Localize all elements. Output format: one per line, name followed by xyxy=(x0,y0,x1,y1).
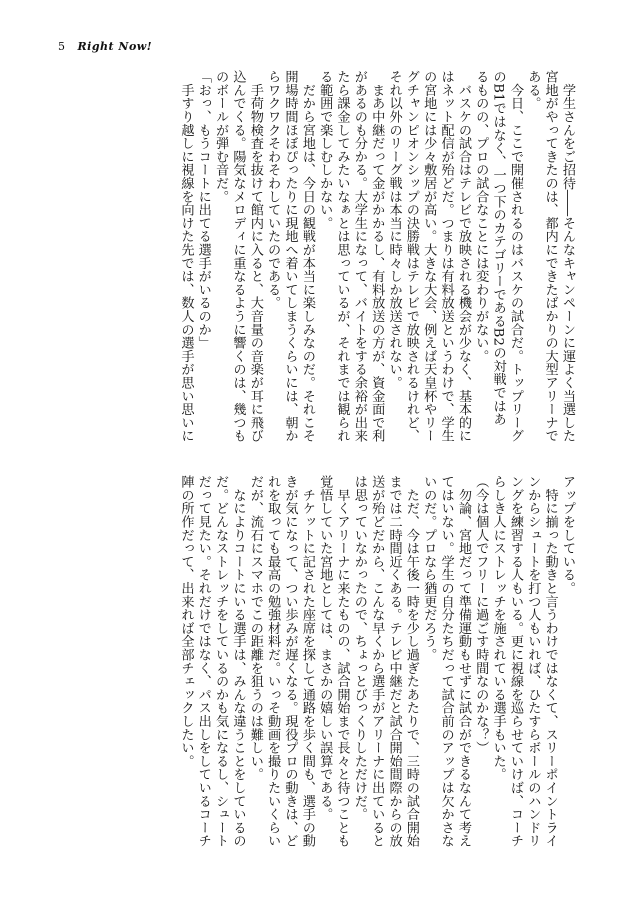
text-line: なによりコートにいる選手は、みんな違うことをしているの xyxy=(230,475,246,848)
text-line: 「おっ、もうコートに出てる選手がいるのか」 xyxy=(195,70,211,350)
text-block-bottom xyxy=(71,475,576,860)
page-number: 5 xyxy=(58,40,66,53)
text-line: 込んでくる。陽気なメロディに重なるように響くのは、幾つも xyxy=(230,70,246,443)
text-line: 開場時間ほぼぴったりに現地へ着いてしまうくらいには、朝か xyxy=(282,70,298,443)
text-line: らワクワクそわそわしていたのである。 xyxy=(265,70,281,310)
text-line: れを取っても最高の勉強材料だ。いっそ動画を撮りたいくらい xyxy=(265,475,281,848)
running-title: Right Now! xyxy=(77,40,153,53)
text-line: てはいない。学生の自分たちだって試合前のアップは欠かさな xyxy=(438,475,454,848)
text-line: まあ中継だって金がかかるし、有料放送の方が、資金面で利 xyxy=(369,70,385,443)
text-line: だって見たい。それだけではなく、パス出しをしているコーチ xyxy=(195,475,211,848)
text-line: だが、流石にスマホでこの距離を狙うのは難しい。 xyxy=(247,475,263,781)
text-line: 覚悟していた宮地としては、まさかの嬉しい誤算である。 xyxy=(317,475,333,821)
text-line: 陣の所作だって、出来れば全部チェックしたい。 xyxy=(178,475,194,768)
text-line: いのだ。プロなら猶更だろう。 xyxy=(421,475,437,662)
text-line: の宮地には少々敷居が高い。大きな大会、例えば天皇杯やリー xyxy=(421,70,437,443)
text-line: グチャンピオンシップの決勝戦はテレビで放映されるけれど、 xyxy=(403,70,419,443)
text-line: 手荷物検査を抜けて館内に入ると、大音量の音楽が耳に飛び xyxy=(247,70,263,443)
text-line: 学生さんをご招待――そんなキャンペーンに運よく当選した xyxy=(560,70,575,443)
text-line: ングを練習する人もいる。更に視線を巡らせていけば、コーチ xyxy=(507,475,523,848)
text-line: （今は個人でフリーに過ごす時間なのかな？） xyxy=(473,475,489,755)
text-line: それ以外のリーグ戦は本当に時々しか放送されない。 xyxy=(386,70,402,390)
text-line: だから宮地は、今日の観戦が本当に楽しみなのだ。それこそ xyxy=(299,70,315,443)
text-line: らしき人にストレッチを施されている選手もいた。 xyxy=(490,475,506,781)
text-line: ある。 xyxy=(525,70,541,110)
text-line: は思っていなかったので、ちょっとびっくりしただけだ。 xyxy=(351,475,367,821)
text-line: 今日、ここで開催されるのはバスケの試合だ。トップリーグ xyxy=(507,70,523,443)
text-line: 手すり越しに視線を向けた先では、数人の選手が思い思いに xyxy=(178,70,194,443)
text-line: だ。どんなストレッチをしているのかも気になるし、シュート xyxy=(213,475,229,848)
text-line: る範囲で楽しむしかない。 xyxy=(317,70,333,230)
text-block-top xyxy=(71,70,576,455)
text-line: のボールが弾む音だ。 xyxy=(213,70,229,203)
text-line: 特に揃った動きと言うわけではなくて、スリーポイントライ xyxy=(542,475,558,848)
text-line: アップをしている。 xyxy=(560,475,575,595)
text-line: はネット配信が殆どだ。つまりは有料放送というわけで、学生 xyxy=(438,70,454,443)
text-line: るものの、プロの試合なことには変わりがない。 xyxy=(473,70,489,363)
text-line: たら課金してみたいなぁとは思っているが、それまでは観られ xyxy=(334,70,350,443)
text-line: のB1ではなく、一つ下のカテゴリーであるB2の対戦ではあ xyxy=(490,70,506,426)
text-line: までは二時間近くある。テレビ中継だと試合開始間際からの放 xyxy=(386,475,402,848)
text-line: 送が殆どだから、こんな早くから選手がアリーナに出ていると xyxy=(369,475,385,848)
text-line: きが気になって、つい歩みが遅くなる。現役プロの動きは、ど xyxy=(282,475,298,848)
running-header xyxy=(58,40,152,53)
text-line: 勿論、宮地だって準備運動もせずに試合ができるなんて考え xyxy=(455,475,471,848)
text-line: ただ、今は午後一時を少し過ぎたあたりで、三時の試合開始 xyxy=(403,475,419,848)
text-line: 宮地がやってきたのは、都内にできたばかりの大型アリーナで xyxy=(542,70,558,443)
text-line: チケットに記された座席を探して通路を歩く間も、選手の動 xyxy=(299,475,315,848)
text-line: バスケの試合はテレビで放映される機会が少なく、基本的に xyxy=(455,70,471,443)
text-line: ンからシュートを打つ人もいれば、ひたすらボールのハンドリ xyxy=(525,475,541,848)
text-line: 早くアリーナに来たものの、試合開始まで長々と待つことも xyxy=(334,475,350,848)
text-line: があるのも分かる。大学生になって、バイトをする余裕が出来 xyxy=(351,70,367,443)
